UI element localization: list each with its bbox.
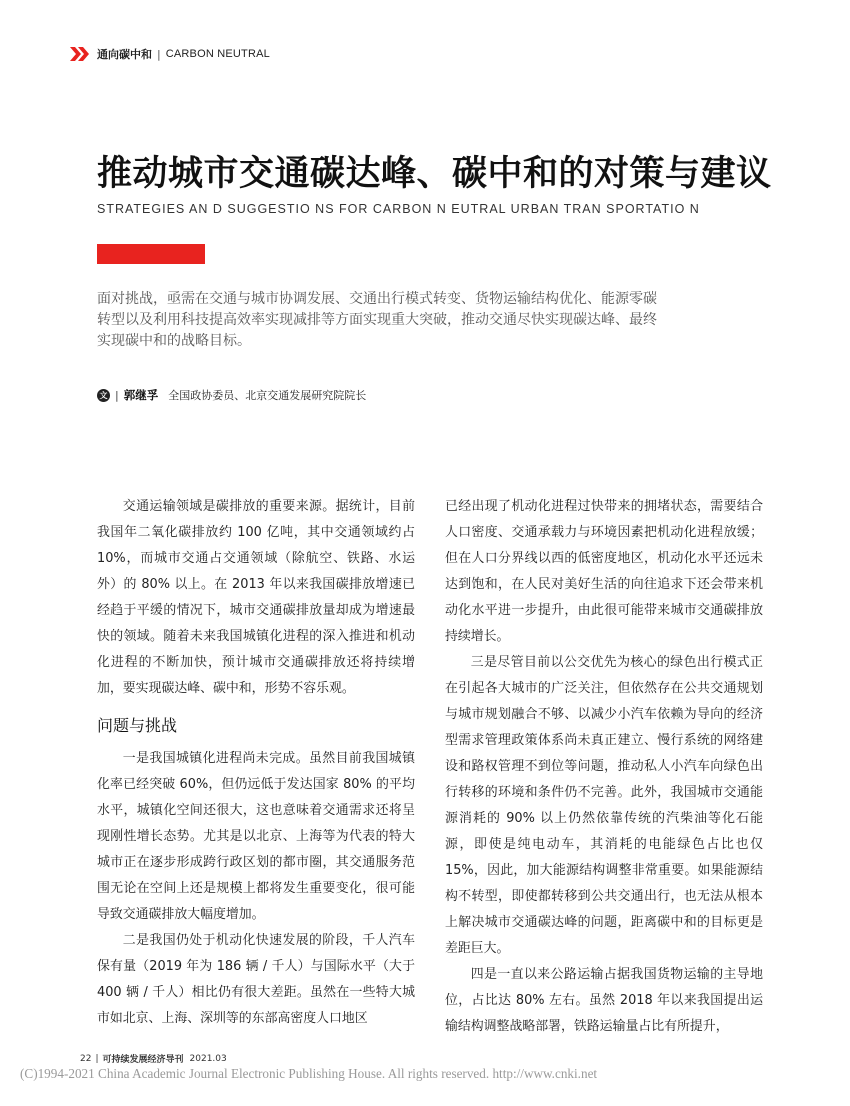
body-paragraph: 三是尽管目前以公交优先为核心的绿色出行模式正在引起各大城市的广泛关注，但依然存在公共交通规划与城市规划融合不够、以减少小汽车依赖为导向的经济型需求管理政策体系尚未真正建立、慢行系统的网络建设和路权管理不到位等问题，推动私人小汽车向绿色出行转移的环境和条件仍不完善。此外，我国城市交通能源消耗的 90% 以上仍然依靠传统的汽柴油等化石能源，即使是纯电动车，其消耗的电能绿色占比也仅 15%，因此，加大能源结构调整非常重要。如果能源结构不转型，即使都转移到公共交通出行，也无法从根本上解决城市交通碳达峰的问题，距离碳中和的目标更是差距巨大。 <box>445 655 763 956</box>
author-role: 全国政协委员、北京交通发展研究院院长 <box>168 389 367 402</box>
title-accent-bar <box>97 244 205 264</box>
journal-issue: 2021.03 <box>189 1053 227 1064</box>
article-subtitle: STRATEGIES AN D SUGGESTIO NS FOR CARBON N EUTRAL URBAN TRAN SPORTATIO N <box>97 202 700 216</box>
column-header <box>70 44 270 64</box>
body-paragraph: 一是我国城镇化进程尚未完成。虽然目前我国城镇化率已经突破 60%，但仍远低于发达国家 80% 的平均水平，城镇化空间还很大，这也意味着交通需求还将呈现刚性增长态势。尤其是以北京、上海等为代表的特大城市正在逐步形成跨行政区划的都市圈，其交通服务范围无论在空间上还是规模上都将发生重要变化，很可能导致交通碳排放大幅度增加。 <box>97 751 415 922</box>
column-name: 通向碳中和 <box>97 48 152 61</box>
page-number: 22 <box>80 1053 92 1064</box>
double-chevron-right-icon <box>70 47 89 61</box>
footer-separator: | <box>95 1053 99 1064</box>
copyright-notice: (C)1994-2021 China Academic Journal Electronic Publishing House. All rights reserved. http://www.cnki.net <box>20 1066 598 1081</box>
header-separator: | <box>157 47 161 61</box>
body-paragraph: 四是一直以来公路运输占据我国货物运输的主导地位，占比达 80% 左右。虽然 2018 年以来我国提出运输结构调整战略部署，铁路运输量占比有所提升， <box>445 967 763 1034</box>
article-abstract: 面对挑战，亟需在交通与城市协调发展、交通出行模式转变、货物运输结构优化、能源零碳转型以及利用科技提高效率实现减排等方面实现重大突破，推动交通尽快实现碳达峰、最终实现碳中和的战略目标。 <box>97 291 657 349</box>
article-title: 推动城市交通碳达峰、碳中和的对策与建议 <box>97 154 772 194</box>
author-separator: | <box>115 388 119 402</box>
author-badge-icon: 文 <box>97 389 110 402</box>
section-heading: 问题与挑战 <box>97 716 178 735</box>
author-line <box>97 386 366 404</box>
author-name: 郭继孚 <box>123 388 159 402</box>
journal-name: 可持续发展经济导刊 <box>102 1055 184 1065</box>
body-paragraph: 已经出现了机动化进程过快带来的拥堵状态，需要结合人口密度、交通承载力与环境因素把机动化进程放缓；但在人口分界线以西的低密度地区，机动化水平还远未达到饱和，在人民对美好生活的向往追求下还会带来机动化水平进一步提升，由此很可能带来城市交通碳排放持续增长。 <box>445 499 763 644</box>
column-name-en: CARBON NEUTRAL <box>165 48 270 60</box>
page-footer <box>80 1052 227 1065</box>
body-column-right <box>445 494 763 1040</box>
body-column-left <box>97 494 415 1032</box>
body-paragraph: 交通运输领域是碳排放的重要来源。据统计，目前我国年二氧化碳排放约 100 亿吨，其中交通领域约占 10%，而城市交通占交通领域（除航空、铁路、水运外）的 80% 以上。在 2013 年以来我国碳排放增速已经趋于平缓的情况下，城市交通碳排放量却成为增速最快的领域。随着未来我国城镇化进程的深入推进和机动化进程的不断加快，预计城市交通碳排放还将持续增加，要实现碳达峰、碳中和，形势不容乐观。 <box>97 499 415 696</box>
body-paragraph: 二是我国仍处于机动化快速发展的阶段，千人汽车保有量（2019 年为 186 辆 / 千人）与国际水平（大于 400 辆 / 千人）相比仍有很大差距。虽然在一些特大城市如北京、上海、深圳等的东部高密度人口地区 <box>97 933 415 1026</box>
